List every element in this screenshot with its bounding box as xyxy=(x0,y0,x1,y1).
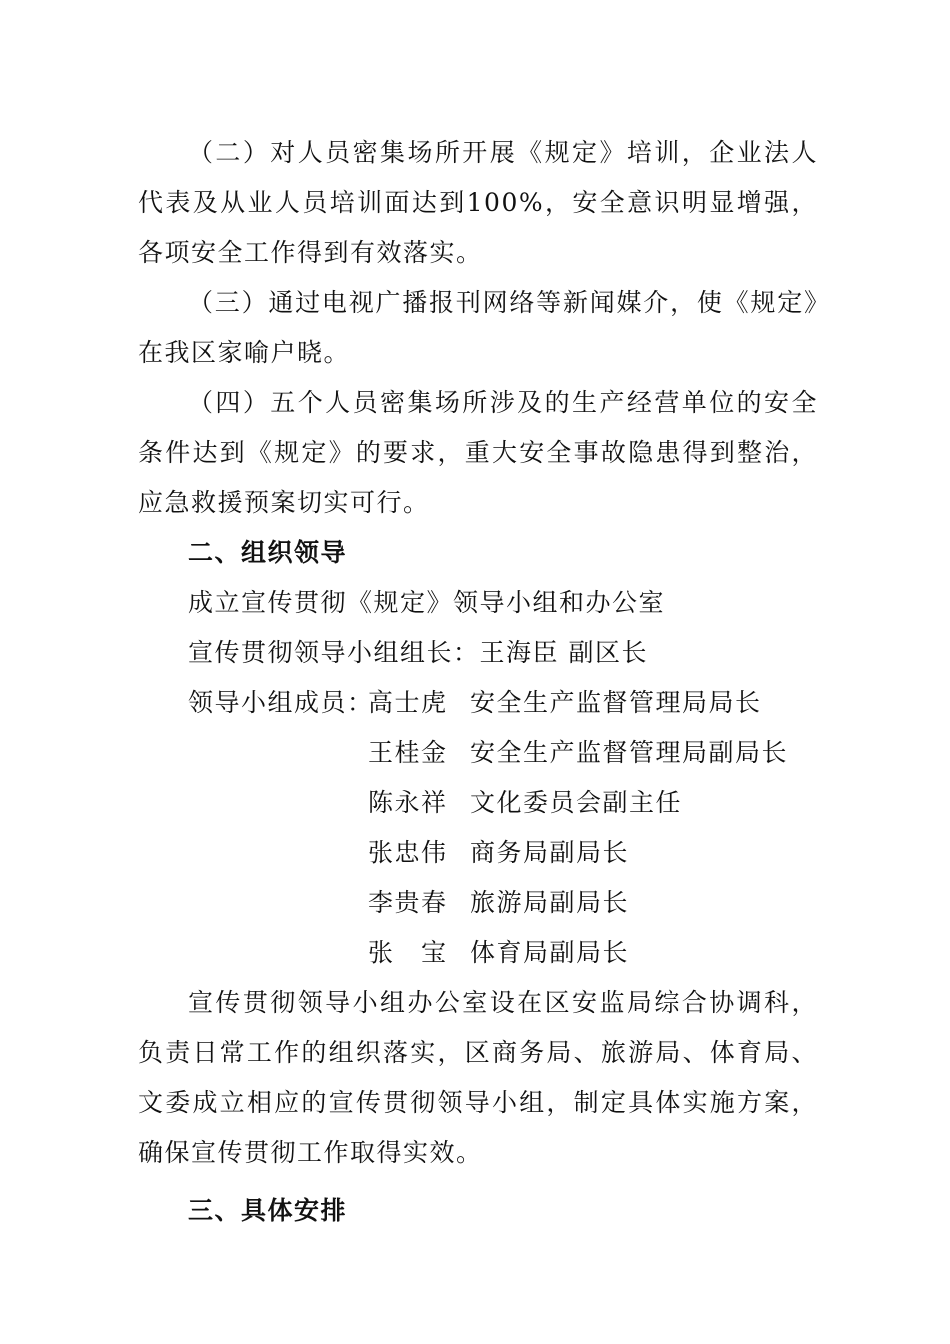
office-paragraph: 宣传贯彻领导小组办公室设在区安监局综合协调科，负责日常工作的组织落实，区商务局、旅游局、体育局、文委成立相应的宣传贯彻领导小组，制定具体实施方案，确保宣传贯彻工作取得实效。 xyxy=(138,988,818,1167)
paragraph-3: （三）通过电视广播报刊网络等新闻媒介，使《规定》在我区家喻户晓。 xyxy=(138,288,818,367)
paragraph-2: （二）对人员密集场所开展《规定》培训，企业法人代表及从业人员培训面达到100%，安全意识明显增强，各项安全工作得到有效落实。 xyxy=(138,138,818,267)
member-title: 旅游局副局长 xyxy=(470,888,630,917)
group-leader-line: 宣传贯彻领导小组组长：王海臣 副区长 xyxy=(188,638,648,667)
member-row xyxy=(138,878,818,928)
member-indent xyxy=(138,728,368,778)
member-name: 李贵春 xyxy=(368,888,448,917)
member-title: 安全生产监督管理局局长 xyxy=(470,688,762,717)
member-row xyxy=(138,728,818,778)
member-indent xyxy=(138,778,368,828)
section-heading-organization: 二、组织领导 xyxy=(188,538,348,567)
section-heading-arrangement: 三、具体安排 xyxy=(188,1196,348,1225)
member-row xyxy=(138,678,818,728)
member-row xyxy=(138,928,818,978)
members-label: 领导小组成员： xyxy=(188,688,374,717)
member-name: 张 宝 xyxy=(368,938,448,967)
member-row xyxy=(138,828,818,878)
member-indent xyxy=(138,878,368,928)
establish-line: 成立宣传贯彻《规定》领导小组和办公室 xyxy=(188,588,666,617)
member-name: 陈永祥 xyxy=(368,788,448,817)
member-row xyxy=(138,778,818,828)
member-name: 高士虎 xyxy=(368,688,448,717)
document-page xyxy=(138,128,818,1236)
paragraph-4: （四）五个人员密集场所涉及的生产经营单位的安全条件达到《规定》的要求，重大安全事故隐患得到整治，应急救援预案切实可行。 xyxy=(138,388,818,517)
member-name: 王桂金 xyxy=(368,738,448,767)
member-title: 商务局副局长 xyxy=(470,838,630,867)
member-indent xyxy=(138,928,368,978)
member-title: 文化委员会副主任 xyxy=(470,788,683,817)
member-name: 张忠伟 xyxy=(368,838,448,867)
member-title: 安全生产监督管理局副局长 xyxy=(470,738,789,767)
member-title: 体育局副局长 xyxy=(470,938,630,967)
member-indent xyxy=(138,828,368,878)
member-list xyxy=(138,678,818,978)
